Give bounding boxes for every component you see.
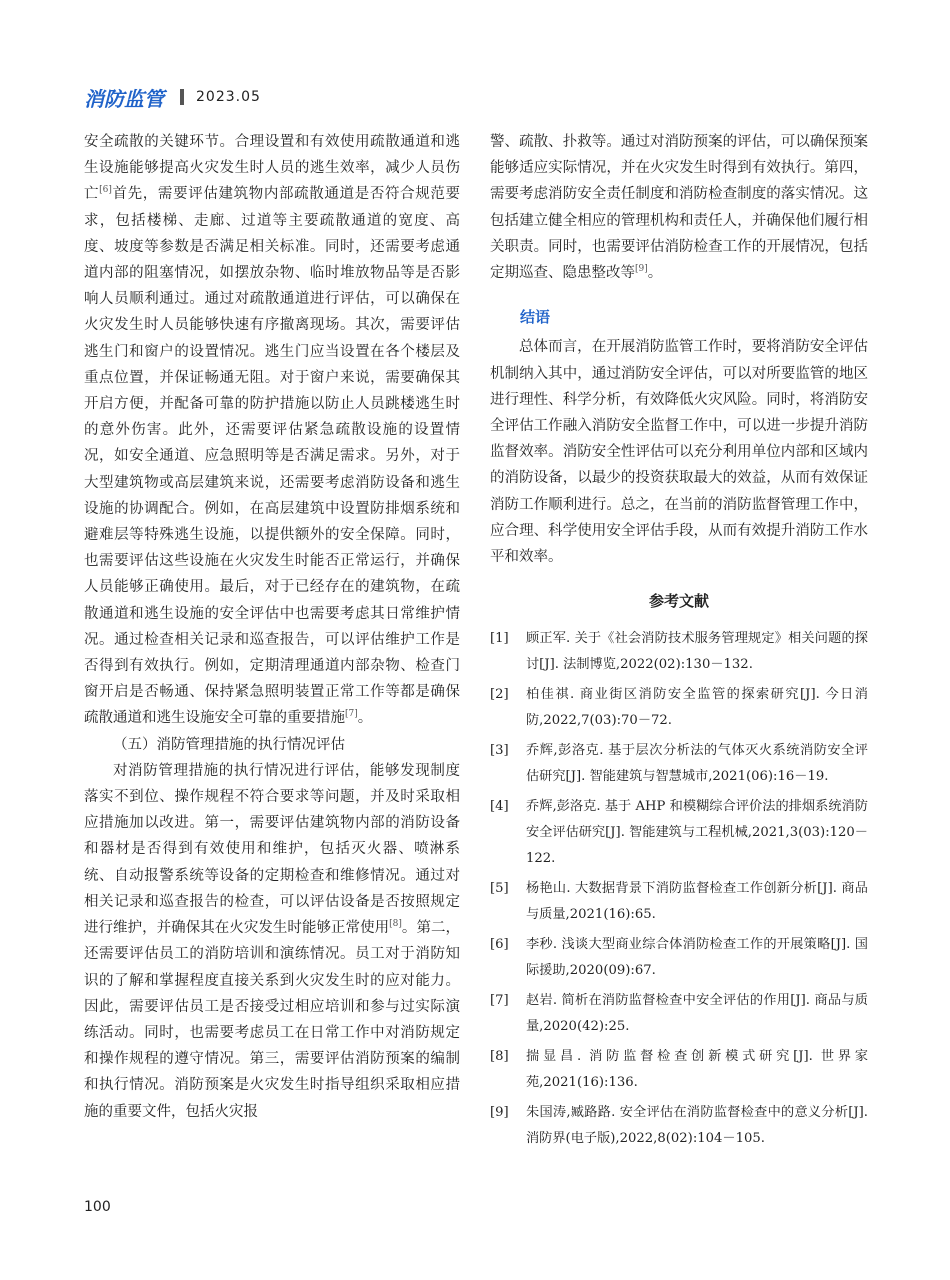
issue-number: 2023.05 (196, 89, 261, 105)
reference-text: 李秒. 浅谈大型商业综合体消防检查工作的开展策略[J]. 国际援助,2020(09):67. (526, 937, 868, 979)
paragraph-text: 首先，需要评估建筑物内部疏散通道是否符合规范要求，包括楼梯、走廊、过道等主要疏散通道的宽度、高度、坡度等参数是否满足相关标准。同时，还需要考虑通道内部的阻塞情况，如摆放杂物、临时堆放物品等是否影响人员顺利通过。通过对疏散通道进行评估，可以确保在火灾发生时人员能够快速有序撤离现场。其次，需要评估逃生门和窗户的设置情况。逃生门应当设置在各个楼层及重点位置，并保证畅通无阻。对于窗户来说，需要确保其开启方便，并配备可靠的防护措施以防止人员跳楼逃生时的意外伤害。此外，还需要评估紧急疏散设施的设置情况，如安全通道、应急照明等是否满足需求。另外，对于大型建筑物或高层建筑来说，还需要考虑消防设备和逃生设施的协调配合。例如，在高层建筑中设置防排烟系统和避难层等特殊逃生设施，以提供额外的安全保障。同时，也需要评估这些设施在火灾发生时能否正常运行，并确保人员能够正确使用。最后，对于已经存在的建筑物，在疏散通道和逃生设施的安全评估中也需要考虑其日常维护情况。通过检查相关记录和巡查报告，可以评估维护工作是否得到有效执行。例如，定期清理通道内部杂物、检查门窗开启是否畅通、保持紧急照明装置正常工作等都是确保疏散通道和逃生设施安全可靠的重要措施 (84, 186, 461, 727)
reference-text: 揣显昌. 消防监督检查创新模式研究[J]. 世界家苑,2021(16):136. (526, 1049, 868, 1091)
reference-text: 顾正军. 关于《社会消防技术服务管理规定》相关问题的探讨[J]. 法制博览,2022(02):130－132. (526, 631, 868, 673)
reference-text: 杨艳山. 大数据背景下消防监督检查工作创新分析[J]. 商品与质量,2021(16):65. (526, 881, 868, 923)
reference-item (490, 682, 868, 734)
reference-number: [9] (490, 1105, 509, 1121)
right-column (490, 129, 868, 1156)
paragraph-text: 。 (357, 710, 373, 727)
reference-item (490, 626, 868, 678)
citation: [9] (635, 264, 648, 275)
reference-number: [3] (490, 743, 509, 759)
reference-number: [1] (490, 631, 509, 647)
body-paragraph (84, 129, 460, 732)
conclusion-paragraph: 总体而言，在开展消防监管工作时，要将消防安全评估机制纳入其中，通过消防安全评估，可以对所要监管的地区进行理性、科学分析，有效降低火灾风险。同时，将消防安全评估工作融入消防安全监督工作中，可以进一步提升消防监督效率。消防安全性评估可以充分利用单位内部和区域内的消防设备，以最少的投资获取最大的效益，从而有效保证消防工作顺利进行。总之，在当前的消防监督管理工作中，应合理、科学使用安全评估手段，从而有效提升消防工作水平和效率。 (490, 339, 868, 566)
reference-text: 柏佳祺. 商业街区消防安全监管的探索研究[J]. 今日消防,2022,7(03):70－72. (526, 687, 868, 729)
left-column (84, 129, 460, 1125)
section-title-conclusion: 结语 (520, 308, 551, 327)
paragraph-text: 警、疏散、扑救等。通过对消防预案的评估，可以确保预案能够适应实际情况，并在火灾发生时得到有效执行。第四，需要考虑消防安全责任制度和消防检查制度的落实情况。这包括建立健全相应的管理机构和责任人，并确保他们履行相关职责。同时，也需要评估消防检查工作的开展情况，包括定期巡查、隐患整改等 (490, 134, 868, 282)
paragraph-text: 。第二，还需要评估员工的消防培训和演练情况。员工对于消防知识的了解和掌握程度直接关系到火灾发生时的应对能力。因此，需要评估员工是否接受过相应培训和参与过实际演练活动。同时，也需要考虑员工在日常工作中对消防规定和操作规程的遵守情况。第三，需要评估消防预案的编制和执行情况。消防预案是火灾发生时指导组织采取相应措施的重要文件，包括火灾报 (84, 920, 461, 1120)
reference-text: 乔辉,彭洛克. 基于 AHP 和模糊综合评价法的排烟系统消防安全评估研究[J]. 智能建筑与工程机械,2021,3(03):120－122. (526, 799, 868, 867)
reference-number: [8] (490, 1049, 509, 1065)
reference-number: [4] (490, 799, 509, 815)
reference-item (490, 932, 868, 984)
citation: [8] (389, 919, 402, 930)
journal-brand: 消防监管 (84, 86, 164, 111)
citation: [6] (99, 185, 112, 196)
reference-item (490, 738, 868, 790)
citation: [7] (345, 709, 358, 720)
reference-number: [7] (490, 993, 509, 1009)
reference-number: [2] (490, 687, 509, 703)
reference-text: 乔辉,彭洛克. 基于层次分析法的气体灭火系统消防安全评估研究[J]. 智能建筑与智慧城市,2021(06):16－19. (526, 743, 868, 785)
page-header (84, 82, 261, 112)
reference-item (490, 988, 868, 1040)
header-divider (180, 89, 184, 105)
reference-text: 赵岩. 简析在消防监督检查中安全评估的作用[J]. 商品与质量,2020(42):25. (526, 993, 868, 1035)
references-title: 参考文献 (648, 592, 709, 611)
body-paragraph (490, 129, 868, 286)
reference-text: 朱国涛,臧路路. 安全评估在消防监督检查中的意义分析[J]. 消防界(电子版),2022,8(02):104－105. (526, 1105, 868, 1147)
page-number: 100 (84, 1199, 111, 1215)
reference-item (490, 876, 868, 928)
reference-item (490, 794, 868, 872)
reference-item (490, 1100, 868, 1152)
paragraph-text: 对消防管理措施的执行情况进行评估，能够发现制度落实不到位、操作规程不符合要求等问题，并及时采取相应措施加以改进。第一，需要评估建筑物内部的消防设备和器材是否得到有效使用和维护，包括灭火器、喷淋系统、自动报警系统等设备的定期检查和维修情况。通过对相关记录和巡查报告的检查，可以评估设备是否按照规定进行维护，并确保其在火灾发生时能够正常使用 (84, 762, 460, 937)
paragraph-text: 安全疏散的关键环节。合理设置和有效使用疏散通道和逃生设施能够提高火灾发生时人员的逃生效率，减少人员伤亡 (84, 134, 460, 203)
subsection-heading: （五）消防管理措施的执行情况评估 (113, 736, 345, 753)
reference-item (490, 1044, 868, 1096)
references-list (490, 626, 868, 1152)
body-paragraph (84, 758, 460, 1125)
reference-number: [5] (490, 881, 509, 897)
paragraph-text: 。 (647, 265, 663, 282)
reference-number: [6] (490, 937, 509, 953)
